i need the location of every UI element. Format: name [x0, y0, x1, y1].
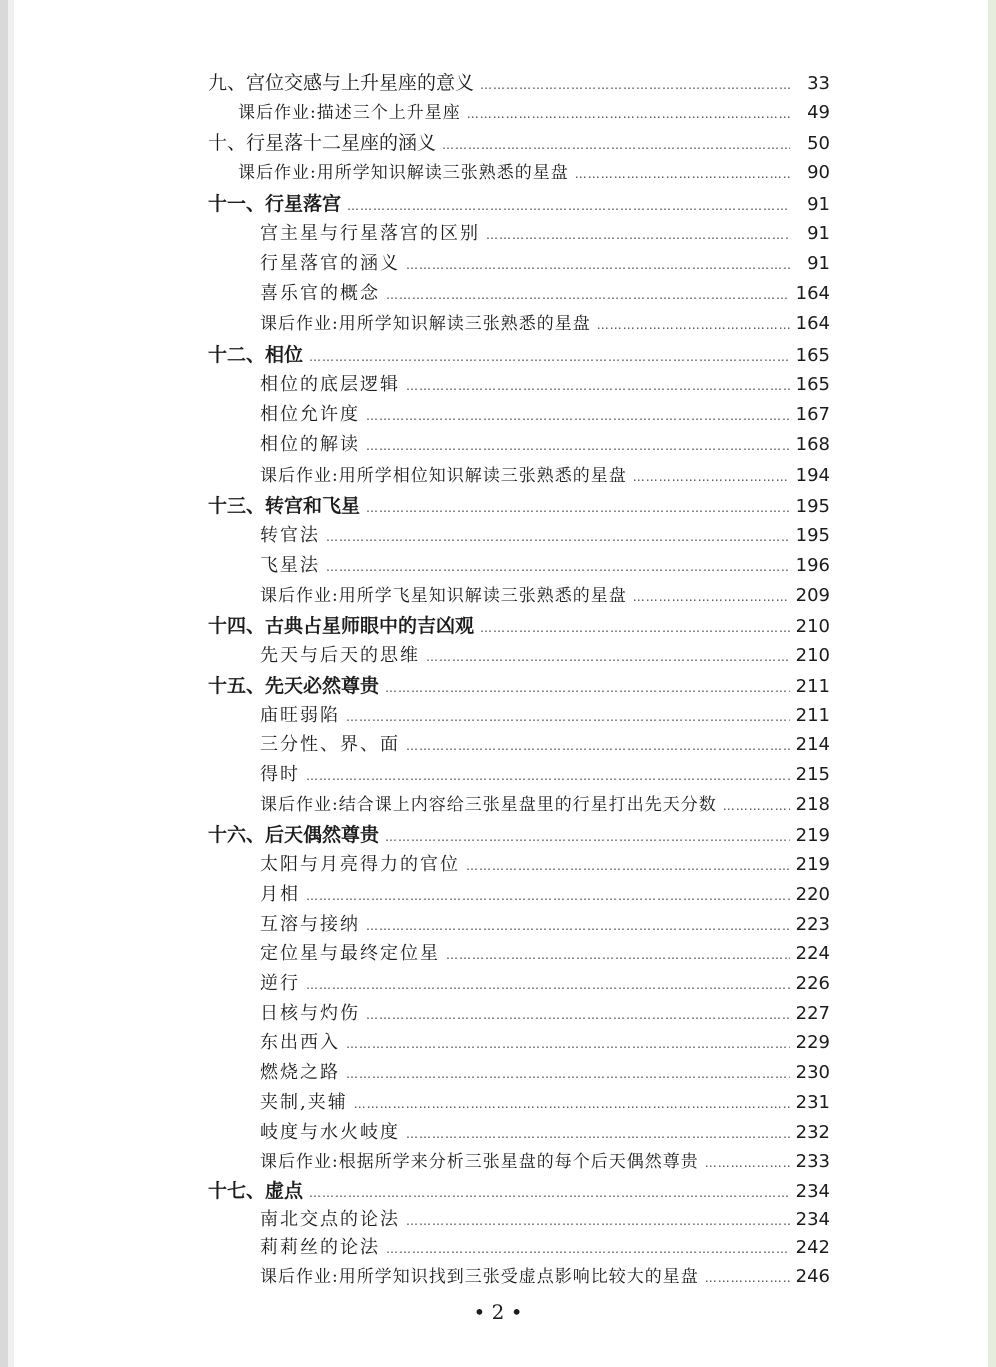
toc-entry-title: 十七、虚点: [208, 1180, 304, 1202]
toc-entry-title: 逆行: [260, 973, 300, 994]
dot-leader: [406, 736, 790, 756]
toc-entry-title: 先天与后天的思维: [260, 645, 420, 666]
toc-entry-title: 转官法: [260, 525, 320, 546]
toc-entry-title: 夹制,夹辅: [260, 1092, 348, 1113]
toc-entry-page-number: 211: [795, 676, 830, 697]
toc-section-row[interactable]: [208, 885, 830, 906]
toc-entry-title: 课后作业:用所学知识解读三张熟悉的星盘: [260, 314, 591, 334]
dot-leader: [347, 196, 790, 216]
dot-leader: [366, 498, 790, 518]
toc-entry-title: 南北交点的论法: [260, 1209, 400, 1230]
toc-entry-page-number: 223: [795, 914, 830, 935]
toc-section-row[interactable]: [208, 1063, 830, 1084]
dot-leader: [309, 347, 790, 367]
dot-leader: [442, 135, 790, 155]
dot-leader: [406, 1211, 790, 1231]
dot-leader: [723, 796, 790, 816]
toc-entry-title: 课后作业:用所学相位知识解读三张熟悉的星盘: [260, 466, 627, 486]
toc-entry-title: 课后作业:描述三个上升星座: [238, 103, 461, 123]
toc-entry-title: 得时: [260, 764, 300, 785]
toc-entry-title: 十、行星落十二星座的涵义: [208, 132, 437, 154]
toc-entry-page-number: 91: [807, 194, 830, 215]
toc-entry-page-number: 196: [795, 555, 830, 576]
toc-entry-page-number: 218: [795, 794, 830, 815]
toc-entry-page-number: 234: [795, 1209, 830, 1230]
toc-entry-page-number: 246: [795, 1266, 830, 1287]
toc-entry-title: 课后作业:用所学知识解读三张熟悉的星盘: [238, 163, 569, 183]
toc-entry-title: 宫主星与行星落宫的区别: [260, 223, 480, 244]
dot-leader: [366, 916, 790, 936]
dot-leader: [466, 856, 790, 876]
toc-entry-page-number: 215: [795, 764, 830, 785]
dot-leader: [705, 1268, 790, 1288]
toc-entry-title: 喜乐官的概念: [260, 283, 380, 304]
dot-leader: [575, 164, 790, 184]
toc-entry-title: 东出西入: [260, 1032, 340, 1053]
toc-entry-title: 月相: [260, 884, 300, 905]
toc-entry-page-number: 167: [795, 404, 830, 425]
dot-leader: [705, 1153, 790, 1173]
toc-chapter-row[interactable]: [208, 345, 830, 367]
dot-leader: [386, 285, 790, 305]
dot-leader: [480, 618, 790, 638]
toc-entry-title: 十五、先天必然尊贵: [208, 675, 380, 697]
toc-section-row[interactable]: [208, 284, 830, 305]
dot-leader: [385, 678, 790, 698]
toc-chapter-row[interactable]: [208, 616, 830, 638]
toc-chapter-row[interactable]: [208, 73, 830, 95]
toc-section-row[interactable]: [208, 1093, 830, 1114]
toc-chapter-row[interactable]: [208, 825, 830, 847]
toc-entry-page-number: 230: [795, 1062, 830, 1083]
toc-section-row[interactable]: [208, 526, 830, 547]
toc-entry-title: 互溶与接纳: [260, 914, 360, 935]
dot-leader: [346, 1064, 790, 1084]
toc-entry-page-number: 91: [807, 253, 830, 274]
toc-section-row[interactable]: [208, 405, 830, 426]
dot-leader: [386, 1239, 790, 1259]
toc-entry-title: 飞星法: [260, 555, 320, 576]
toc-section-row[interactable]: [208, 944, 830, 965]
toc-entry-title: 莉莉丝的论法: [260, 1237, 380, 1258]
page-edge-right: [988, 0, 996, 1367]
toc-entry-title: 三分性、界、面: [260, 734, 400, 755]
toc-entry-page-number: 224: [795, 943, 830, 964]
toc-homework-row[interactable]: [208, 1267, 830, 1288]
toc-homework-row[interactable]: [208, 1152, 830, 1173]
dot-leader: [426, 647, 790, 667]
dot-leader: [346, 1034, 790, 1054]
toc-entry-title: 相位的解读: [260, 434, 360, 455]
toc-entry-page-number: 194: [795, 465, 830, 486]
toc-entry-title: 庙旺弱陷: [260, 705, 340, 726]
toc-entry-page-number: 164: [795, 313, 830, 334]
toc-chapter-row[interactable]: [208, 676, 830, 698]
toc-entry-title: 课后作业:用所学知识找到三张受虚点影响比较大的星盘: [260, 1267, 699, 1287]
toc-section-row[interactable]: [208, 735, 830, 756]
toc-entry-page-number: 231: [795, 1092, 830, 1113]
toc-entry-title: 相位的底层逻辑: [260, 374, 400, 395]
toc-entry-page-number: 50: [807, 133, 830, 154]
page-edge-highlight: [8, 0, 14, 1367]
toc-entry-page-number: 233: [795, 1151, 830, 1172]
toc-entry-title: 课后作业:结合课上内容给三张星盘里的行星打出先天分数: [260, 795, 717, 815]
toc-section-row[interactable]: [208, 556, 830, 577]
toc-entry-page-number: 164: [795, 283, 830, 304]
toc-entry-page-number: 195: [795, 525, 830, 546]
dot-leader: [597, 315, 790, 335]
toc-entry-page-number: 220: [795, 884, 830, 905]
toc-entry-title: 日核与灼伤: [260, 1003, 360, 1024]
toc-section-row[interactable]: [208, 1004, 830, 1025]
toc-entry-page-number: 242: [795, 1237, 830, 1258]
dot-leader: [406, 376, 790, 396]
toc-homework-row[interactable]: [208, 586, 830, 607]
toc-chapter-row[interactable]: [208, 194, 830, 216]
toc-entry-page-number: 210: [795, 645, 830, 666]
toc-entry-title: 太阳与月亮得力的官位: [260, 854, 460, 875]
toc-entry-page-number: 219: [795, 825, 830, 846]
dot-leader: [406, 255, 790, 275]
toc-homework-row[interactable]: [208, 103, 830, 124]
toc-entry-page-number: 165: [795, 374, 830, 395]
dot-leader: [406, 1124, 790, 1144]
toc-entry-page-number: 214: [795, 734, 830, 755]
toc-entry-page-number: 90: [807, 162, 830, 183]
toc-section-row[interactable]: [208, 855, 830, 876]
dot-leader: [366, 436, 790, 456]
toc-entry-page-number: 229: [795, 1032, 830, 1053]
toc-entry-title: 十四、古典占星师眼中的吉凶观: [208, 615, 475, 637]
page-edge-shadow: [0, 0, 8, 1367]
page-number: • 2 •: [473, 1300, 523, 1324]
toc-entry-page-number: 227: [795, 1003, 830, 1024]
toc-section-row[interactable]: [208, 1210, 830, 1231]
toc-chapter-row[interactable]: [208, 133, 830, 155]
dot-leader: [354, 1094, 790, 1114]
toc-entry-page-number: 210: [795, 616, 830, 637]
toc-entry-page-number: 49: [807, 102, 830, 123]
dot-leader: [346, 707, 790, 727]
toc-entry-page-number: 209: [795, 585, 830, 606]
dot-leader: [633, 467, 790, 487]
dot-leader: [486, 225, 790, 245]
toc-entry-title: 燃烧之路: [260, 1062, 340, 1083]
dot-leader: [446, 945, 790, 965]
toc-entry-page-number: 165: [795, 345, 830, 366]
toc-section-row[interactable]: [208, 375, 830, 396]
toc-section-row[interactable]: [208, 1033, 830, 1054]
toc-section-row[interactable]: [208, 1238, 830, 1259]
dot-leader: [326, 557, 790, 577]
dot-leader: [306, 975, 790, 995]
toc-entry-title: 十一、行星落宫: [208, 193, 342, 215]
dot-leader: [326, 527, 790, 547]
toc-entry-page-number: 195: [795, 496, 830, 517]
toc-entry-title: 岐度与水火岐度: [260, 1122, 400, 1143]
toc-chapter-row[interactable]: [208, 1181, 830, 1203]
toc-entry-title: 相位允许度: [260, 404, 360, 425]
toc-homework-row[interactable]: [208, 314, 830, 335]
dot-leader: [385, 827, 790, 847]
toc-homework-row[interactable]: [208, 163, 830, 184]
toc-entry-page-number: 219: [795, 854, 830, 875]
toc-entry-title: 十六、后天偶然尊贵: [208, 824, 380, 846]
toc-entry-title: 十二、相位: [208, 344, 304, 366]
toc-entry-title: 十三、转宫和飞星: [208, 495, 361, 517]
toc-section-row[interactable]: [208, 915, 830, 936]
dot-leader: [366, 1005, 790, 1025]
toc-entry-title: 课后作业:根据所学来分析三张星盘的每个后天偶然尊贵: [260, 1152, 699, 1172]
toc-entry-page-number: 232: [795, 1122, 830, 1143]
dot-leader: [306, 766, 790, 786]
dot-leader: [467, 104, 790, 124]
toc-chapter-row[interactable]: [208, 496, 830, 518]
toc-entry-title: 行星落官的涵义: [260, 253, 400, 274]
dot-leader: [366, 406, 790, 426]
toc-section-row[interactable]: [208, 765, 830, 786]
dot-leader: [306, 886, 790, 906]
toc-section-row[interactable]: [208, 254, 830, 275]
toc-entry-title: 定位星与最终定位星: [260, 943, 440, 964]
dot-leader: [633, 587, 790, 607]
dot-leader: [309, 1183, 790, 1203]
toc-section-row[interactable]: [208, 435, 830, 456]
toc-entry-page-number: 168: [795, 434, 830, 455]
toc-section-row[interactable]: [208, 1123, 830, 1144]
toc-entry-page-number: 33: [807, 73, 830, 94]
dot-leader: [480, 75, 790, 95]
toc-entry-page-number: 226: [795, 973, 830, 994]
toc-section-row[interactable]: [208, 974, 830, 995]
toc-homework-row[interactable]: [208, 466, 830, 487]
toc-section-row[interactable]: [208, 224, 830, 245]
toc-section-row[interactable]: [208, 706, 830, 727]
toc-entry-page-number: 211: [795, 705, 830, 726]
toc-entry-page-number: 91: [807, 223, 830, 244]
toc-section-row[interactable]: [208, 646, 830, 667]
toc-entry-title: 课后作业:用所学飞星知识解读三张熟悉的星盘: [260, 586, 627, 606]
toc-homework-row[interactable]: [208, 795, 830, 816]
toc-entry-page-number: 234: [795, 1181, 830, 1202]
toc-entry-title: 九、宫位交感与上升星座的意义: [208, 72, 475, 94]
